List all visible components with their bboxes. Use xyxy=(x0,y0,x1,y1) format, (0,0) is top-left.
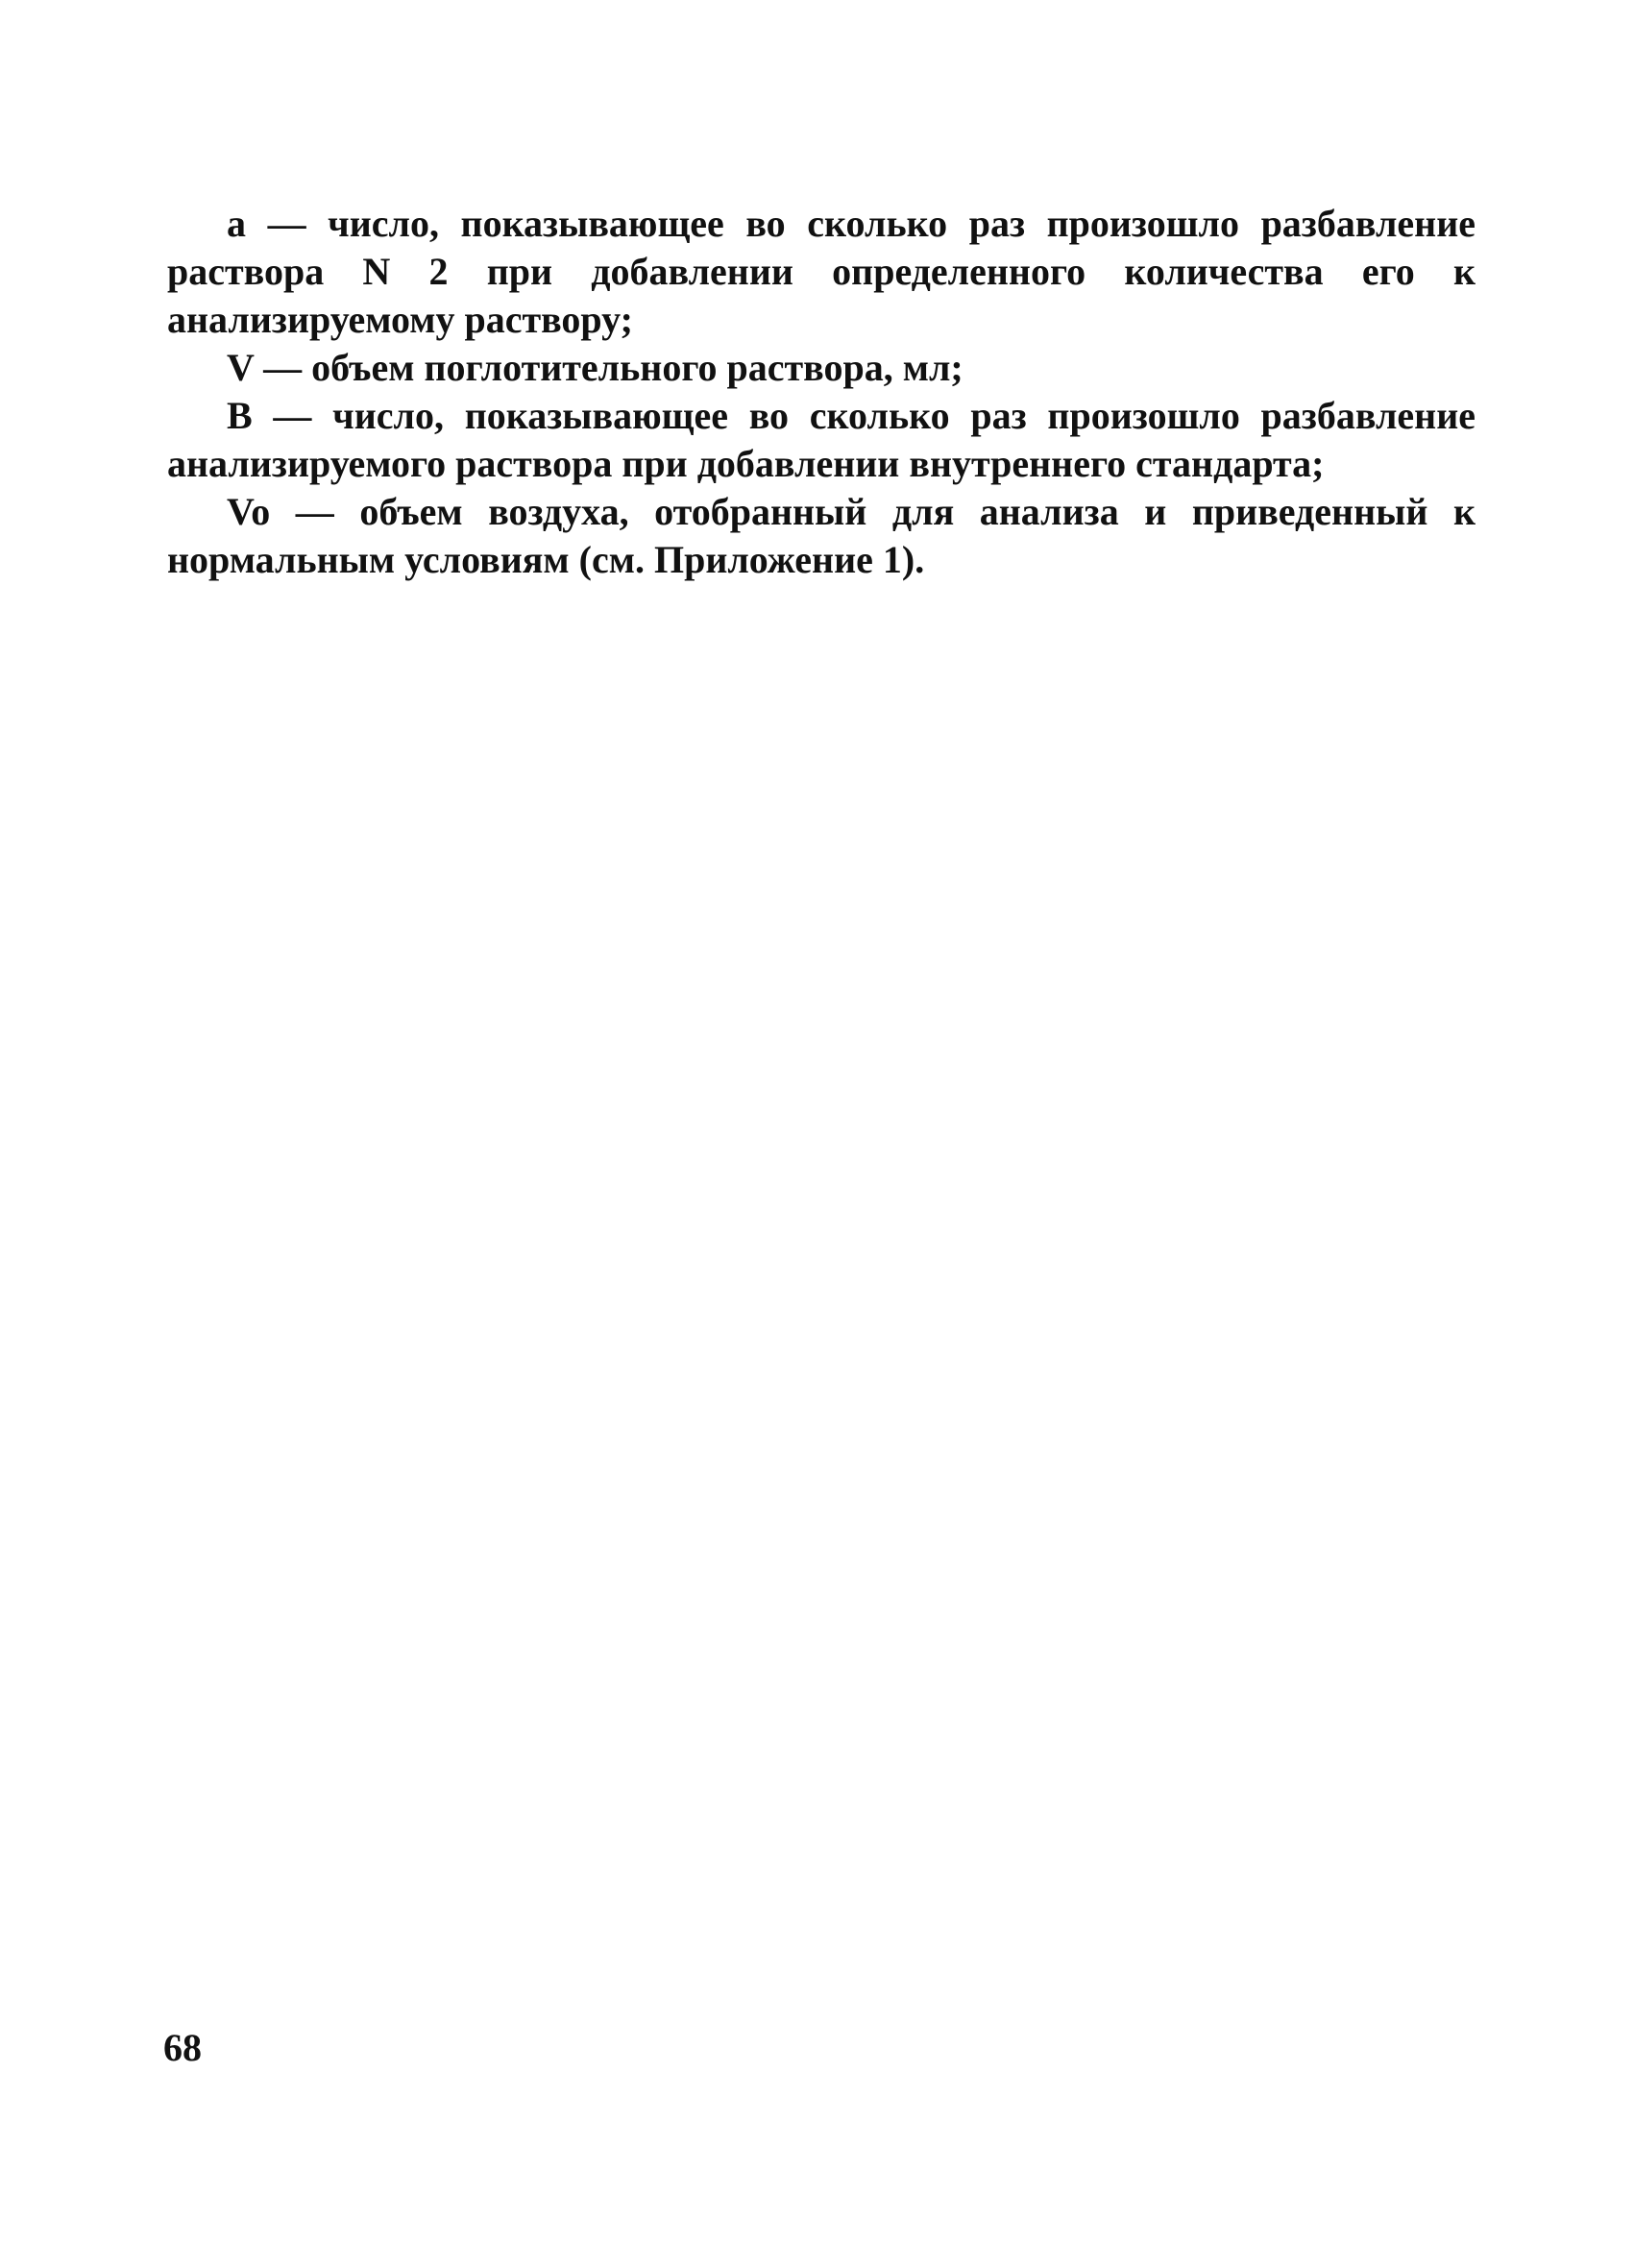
definition-b: B — число, показывающее во сколько раз произошло разбавление анализируемого раствора при добавлении внутреннего стандарта; xyxy=(167,394,1475,485)
page-number: 68 xyxy=(163,2026,202,2069)
variable-definitions xyxy=(167,200,1475,584)
definition-a: a — число, показывающее во сколько раз произошло разбавление раствора N 2 при добавлении определенного количества его к анализируемому раствору; xyxy=(167,202,1475,341)
definition-vo: Vo — объем воздуха, отобранный для анализа и приведенный к нормальным условиям (см. Приложение 1). xyxy=(167,490,1475,581)
definition-v: V — объем поглотительного раствора, мл; xyxy=(227,346,963,389)
